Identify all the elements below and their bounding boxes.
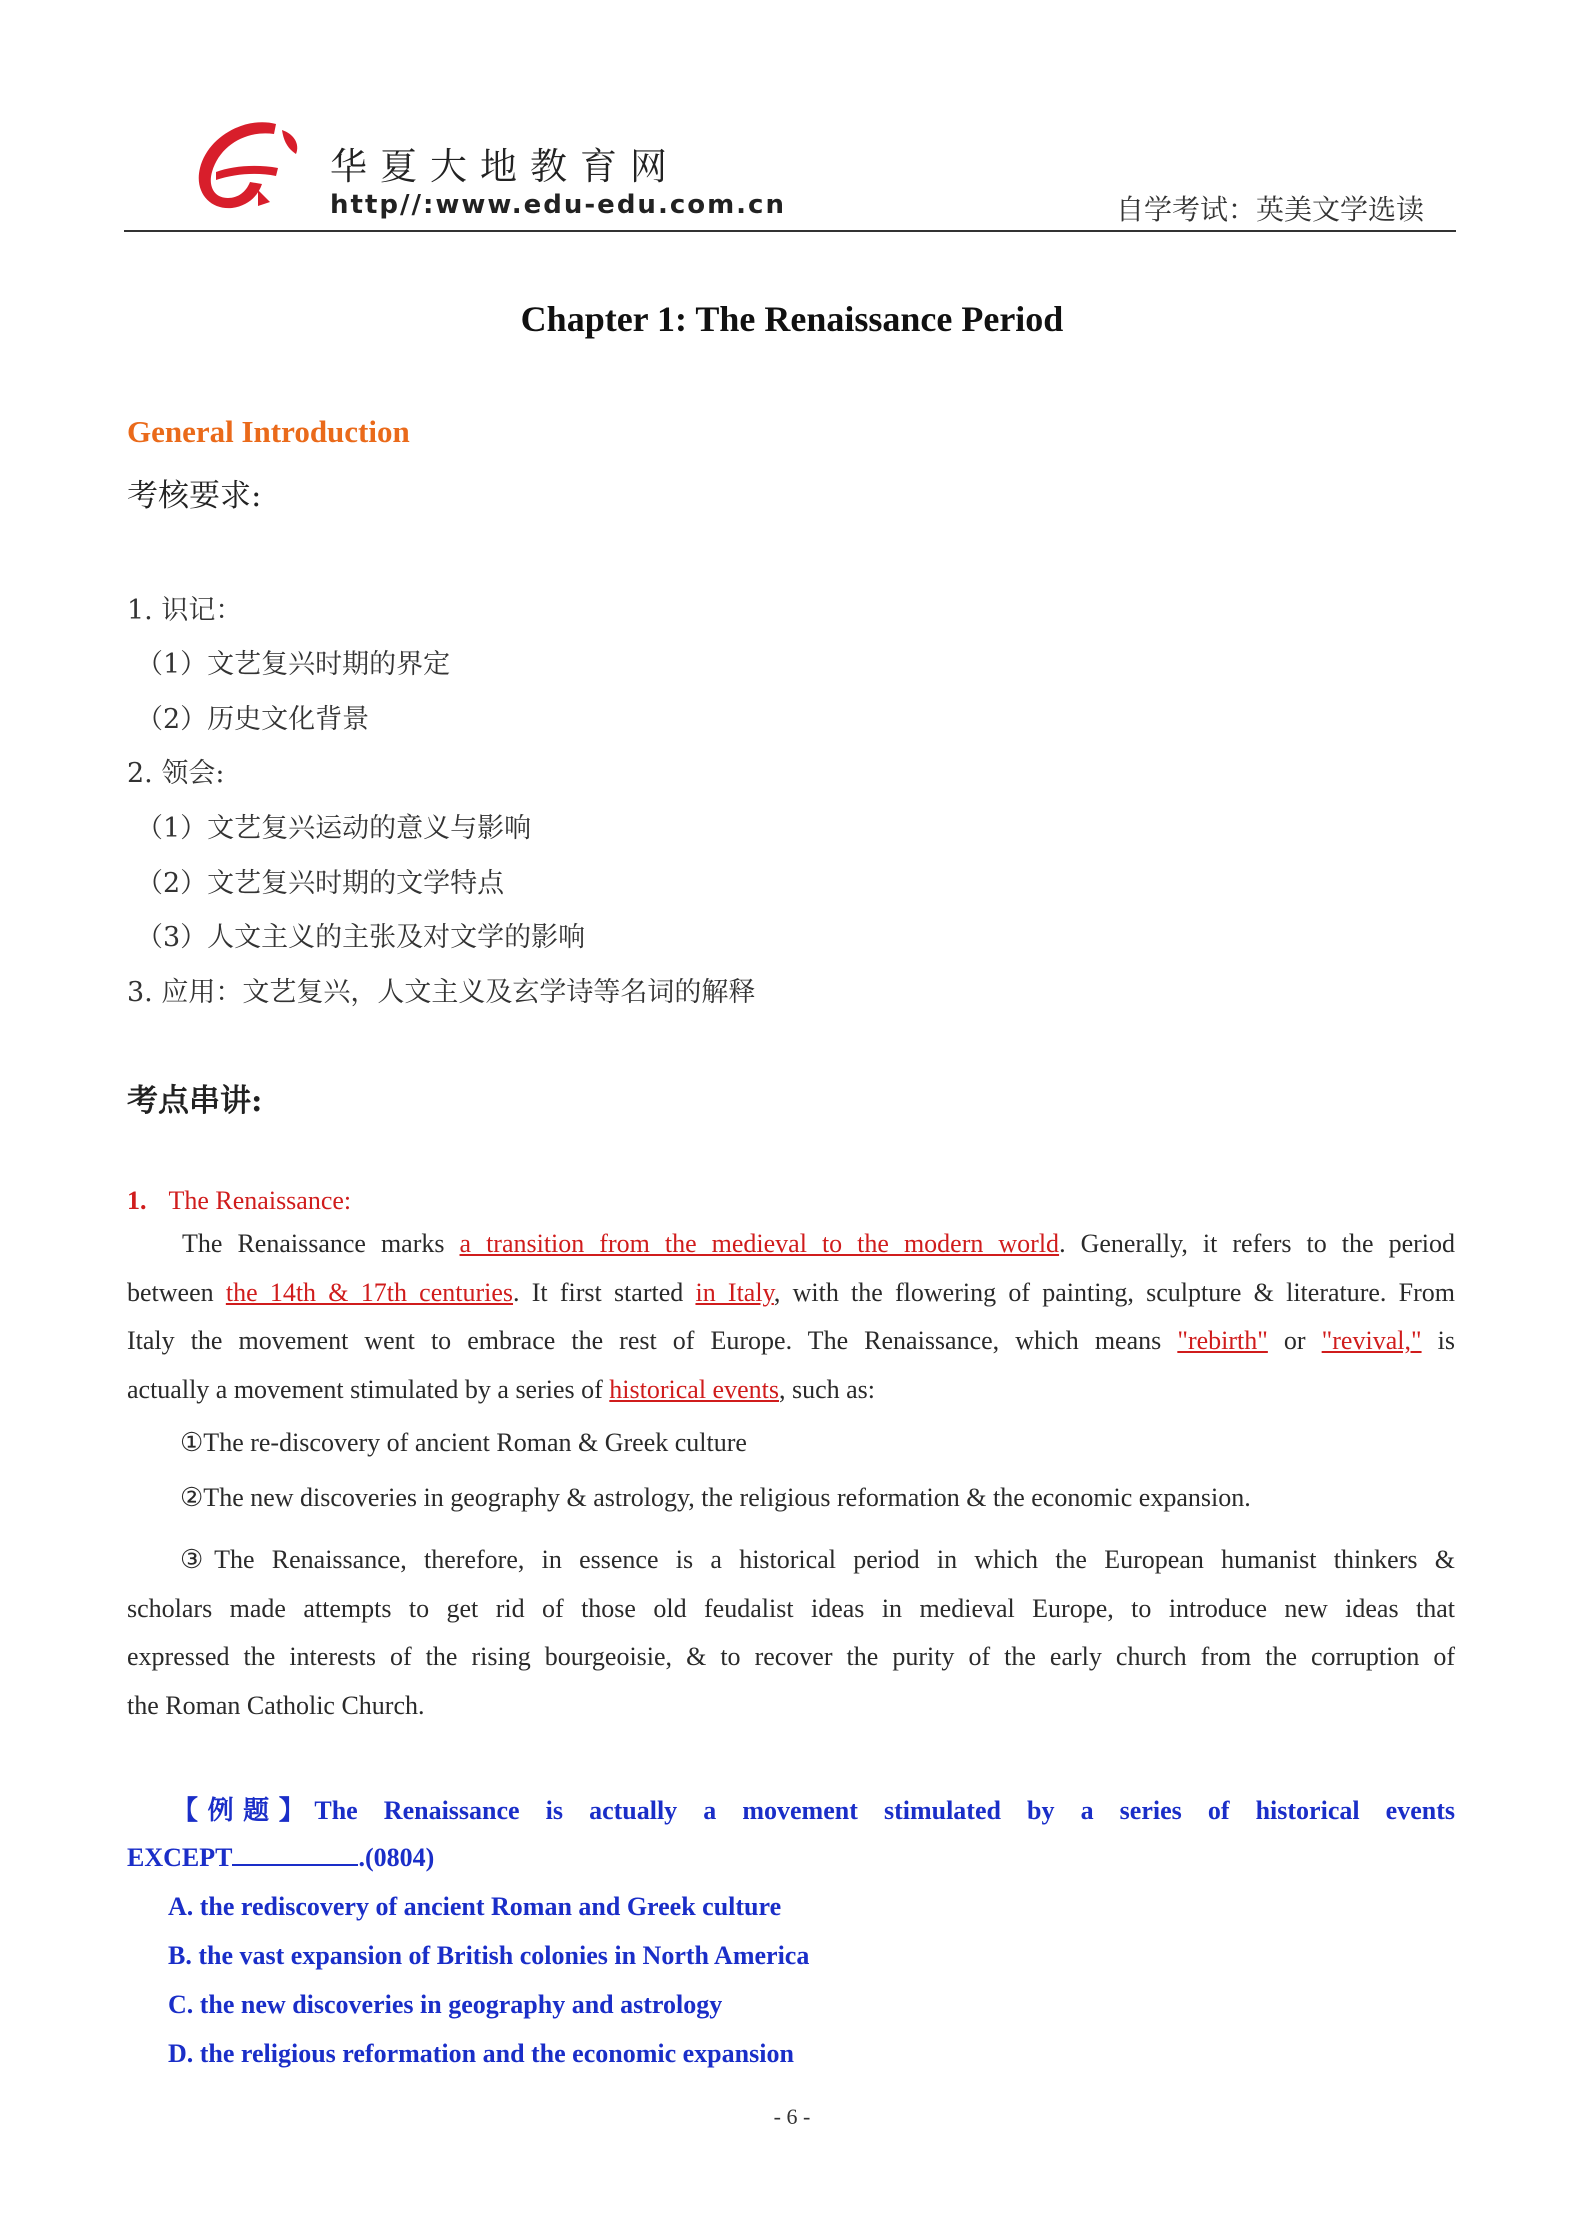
site-url: http//:www.edu-edu.com.cn: [330, 190, 786, 220]
requirements-heading: 考核要求:: [127, 478, 262, 514]
text-run: . It first started: [513, 1277, 696, 1307]
highlight-text: a transition from the medieval to the modern world: [459, 1229, 1060, 1258]
question-code: .(0804): [358, 1843, 435, 1872]
requirement-item: 3. 应用：文艺复兴，人文主义及玄学诗等名词的解释: [127, 977, 756, 1008]
topic-heading: [127, 1186, 351, 1216]
chapter-title: Chapter 1: The Renaissance Period: [520, 299, 1064, 339]
point-item: ②The new discoveries in geography & astrology, the religious reformation & the economic expansion.: [180, 1483, 1251, 1512]
paragraph-line: scholars made attempts to get rid of those old feudalist ideas in medieval Europe, to introduce new ideas that: [127, 1593, 1455, 1623]
paragraph: [127, 1536, 1455, 1731]
topic-number: 1.: [127, 1186, 147, 1215]
point-item: ①The re-discovery of ancient Roman & Greek culture: [180, 1428, 747, 1457]
paragraph: [127, 1220, 1455, 1415]
text-run: between: [127, 1277, 226, 1307]
topic-title: The Renaissance:: [168, 1186, 352, 1215]
paragraph-line: the Roman Catholic Church.: [127, 1691, 425, 1721]
requirement-item: （2）历史文化背景: [136, 704, 370, 735]
highlight-text: historical events: [609, 1375, 779, 1405]
text-run: is: [1421, 1326, 1455, 1356]
requirement-item: 1. 识记：: [127, 595, 243, 626]
question-text: EXCEPT: [127, 1843, 233, 1872]
paragraph-line: ③The Renaissance, therefore, in essence is a historical period in which the European humanist thinkers &: [180, 1545, 1455, 1574]
option-b: B. the vast expansion of British colonies in North America: [168, 1941, 810, 1970]
paragraph-line: [127, 1317, 1455, 1366]
paragraph-line: [127, 1366, 1455, 1415]
text-run: . Generally, it refers to the period: [1059, 1229, 1455, 1258]
site-name: 华夏大地教育网: [330, 145, 680, 188]
highlight-text: "rebirth": [1177, 1326, 1268, 1356]
example-tag: 【例题】: [172, 1796, 315, 1825]
requirement-item: （1）文艺复兴运动的意义与影响: [136, 813, 532, 844]
paragraph-line: [127, 1269, 1455, 1318]
header-subject: 自学考试：英美文学选读: [1115, 193, 1424, 226]
requirement-item: 2. 领会:: [127, 758, 225, 789]
section-heading: General Introduction: [127, 414, 410, 449]
example-question-cont: [127, 1842, 434, 1873]
text-run: , with the flowering of painting, sculpture & literature. From: [773, 1277, 1455, 1307]
requirement-item: （1）文艺复兴时期的界定: [136, 649, 451, 680]
paragraph-line: [127, 1220, 1455, 1269]
text-run: The Renaissance marks: [182, 1229, 460, 1258]
text-run: Italy the movement went to embrace the rest of Europe. The Renaissance, which means: [127, 1326, 1178, 1356]
highlight-text: the 14th & 17th centuries: [225, 1277, 514, 1307]
text-run: or: [1267, 1326, 1322, 1356]
option-a: A. the rediscovery of ancient Roman and Greek culture: [168, 1892, 782, 1921]
requirement-item: （3）人文主义的主张及对文学的影响: [136, 922, 586, 953]
requirement-item: （2）文艺复兴时期的文学特点: [136, 868, 505, 899]
answer-blank: [232, 1842, 358, 1866]
option-c: C. the new discoveries in geography and astrology: [168, 1990, 723, 2019]
site-logo: [186, 110, 310, 222]
question-text: The Renaissance is actually a movement stimulated by a series of historical events: [314, 1796, 1455, 1825]
text-run: , such as:: [778, 1375, 876, 1405]
option-d: D. the religious reformation and the economic expansion: [168, 2039, 794, 2068]
text-run: actually a movement stimulated by a series of: [127, 1375, 610, 1405]
page-number: - 6 -: [773, 2104, 811, 2129]
highlight-text: in Italy: [695, 1277, 774, 1307]
header-divider: [124, 230, 1456, 232]
example-question: [172, 1790, 1455, 1827]
paragraph-line: expressed the interests of the rising bourgeoisie, & to recover the purity of the early church from the corruption of: [127, 1642, 1455, 1672]
highlight-text: "revival,": [1321, 1326, 1422, 1356]
points-heading: 考点串讲:: [127, 1083, 263, 1119]
